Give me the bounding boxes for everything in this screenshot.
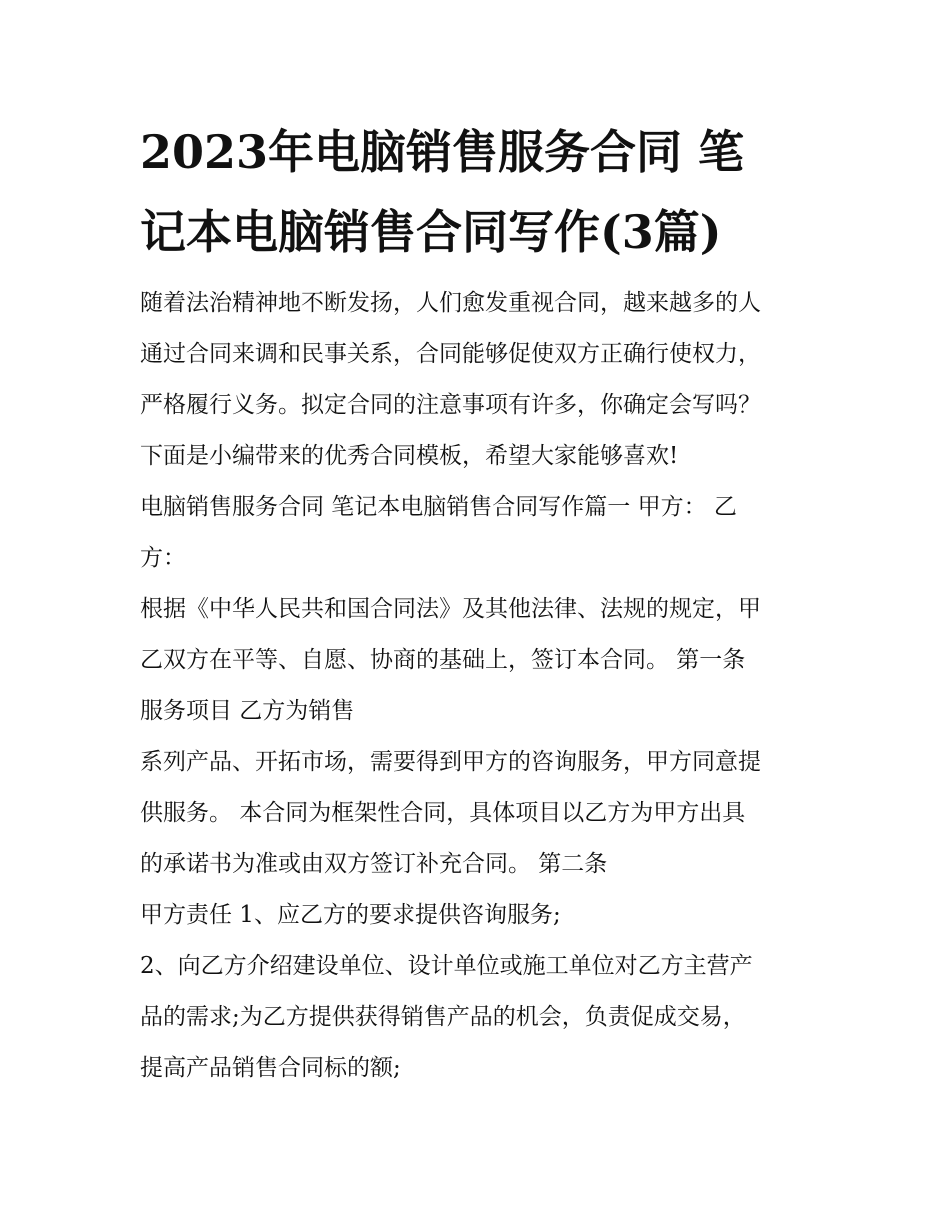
text-line: 服务项目 乙方为销售: [140, 698, 355, 724]
paragraph-party-a-duty-1: [140, 890, 820, 941]
title-line-2: 记本电脑销售合同写作(3篇): [140, 205, 722, 259]
text-line: 根据《中华人民共和国合同法》及其他法律、法规的规定，甲: [140, 596, 761, 622]
text-line: 甲方责任 1、应乙方的要求提供咨询服务;: [140, 902, 561, 928]
document-title: [140, 112, 820, 272]
text-line: 供服务。 本合同为框架性合同，具体项目以乙方为甲方出具: [140, 800, 746, 826]
text-line: 下面是小编带来的优秀合同模板，希望大家能够喜欢!: [140, 443, 679, 469]
text-line: 的承诺书为准或由双方签订补充合同。 第二条: [140, 851, 608, 877]
text-line: 严格履行义务。拟定合同的注意事项有许多，你确定会写吗？: [140, 392, 761, 418]
text-line: 随着法治精神地不断发扬，人们愈发重视合同，越来越多的人: [140, 290, 761, 316]
text-line: 电脑销售服务合同 笔记本电脑销售合同写作篇一 甲方： 乙: [140, 494, 737, 520]
text-line: 乙双方在平等、自愿、协商的基础上，签订本合同。 第一条: [140, 647, 746, 673]
paragraph-service-scope: [140, 737, 820, 890]
text-line: 通过合同来调和民事关系，合同能够促使双方正确行使权力，: [140, 341, 761, 367]
title-line-1: 2023年电脑销售服务合同 笔: [140, 125, 745, 179]
text-line: 系列产品、开拓市场，需要得到甲方的咨询服务，甲方同意提: [140, 749, 761, 775]
text-line: 2、向乙方介绍建设单位、设计单位或施工单位对乙方主营产: [140, 953, 753, 979]
text-line: 提高产品销售合同标的额;: [140, 1055, 401, 1081]
document-body: [140, 278, 820, 1094]
text-line: 品的需求;为乙方提供获得销售产品的机会，负责促成交易，: [140, 1004, 746, 1030]
paragraph-party-a-duty-2: [140, 941, 820, 1094]
paragraph-intro: [140, 278, 820, 482]
paragraph-parties: [140, 482, 820, 584]
paragraph-legal-basis: [140, 584, 820, 737]
text-line: 方：: [140, 545, 186, 571]
